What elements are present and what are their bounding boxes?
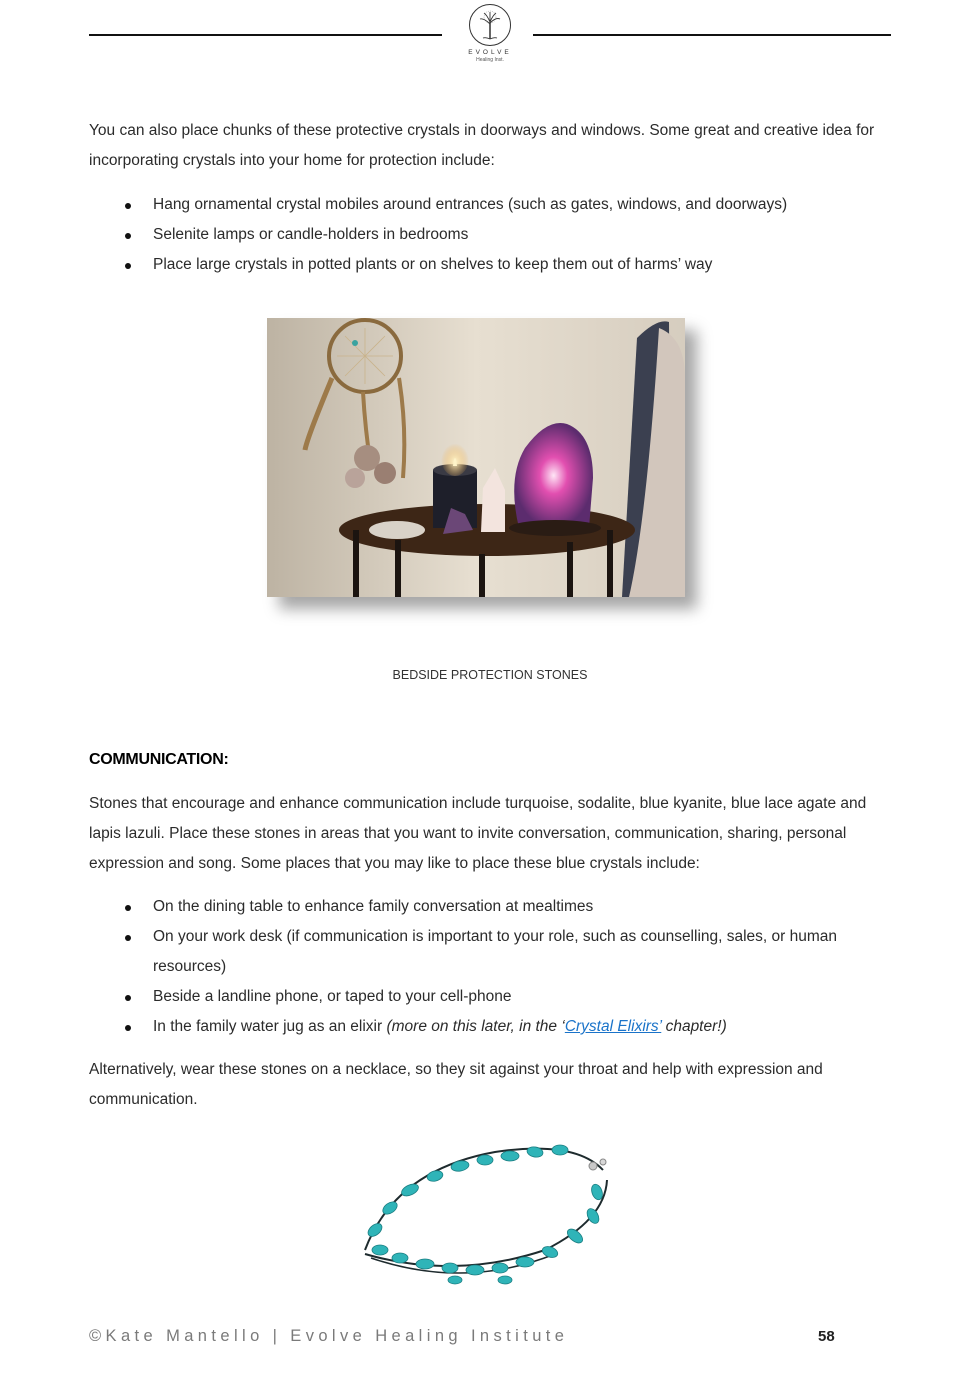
crystals-bedside-image xyxy=(267,318,685,597)
communication-section xyxy=(89,745,889,1115)
chapter-note-suffix: chapter!) xyxy=(661,1018,727,1035)
section-heading: COMMUNICATION: xyxy=(89,751,229,768)
communication-intro: Stones that encourage and enhance communication include turquoise, sodalite, blue kyanite, blue lace agate and lapis lazuli. Place these stones in areas that you want to invite conversation, communication, sharing, personal expression and song. Some places that you may like to place these blue crystals include: xyxy=(89,795,867,872)
list-item: Beside a landline phone, or taped to your cell-phone xyxy=(89,982,889,1012)
logo-subtitle: Healing Inst. xyxy=(476,57,504,63)
list-item: Selenite lamps or candle-holders in bedrooms xyxy=(89,220,889,250)
logo xyxy=(462,4,518,63)
list-item: Hang ornamental crystal mobiles around entrances (such as gates, windows, and doorways) xyxy=(89,190,889,220)
communication-list xyxy=(89,892,889,1042)
page-number: 58 xyxy=(818,1328,835,1345)
chapter-note-prefix: (more on this later, in the ‘ xyxy=(386,1018,565,1035)
list-item: On the dining table to enhance family conversation at mealtimes xyxy=(89,892,889,922)
list-item: Place large crystals in potted plants or on shelves to keep them out of harms’ way xyxy=(89,250,889,280)
logo-wordmark: EVOLVE xyxy=(468,49,512,56)
photo-caption: BEDSIDE PROTECTION STONES xyxy=(392,668,588,682)
footer-credit: ©Kate Mantello | Evolve Healing Institute xyxy=(89,1327,569,1345)
header-rule-right xyxy=(533,34,891,36)
protection-intro: You can also place chunks of these protective crystals in doorways and windows. Some great and creative idea for incorporating crystals into your home for protection include: xyxy=(89,122,875,169)
tree-logo-icon xyxy=(469,4,511,46)
list-item xyxy=(89,1012,889,1042)
list-item-text: In the family water jug as an elixir xyxy=(153,1018,387,1035)
protection-list xyxy=(89,190,889,280)
turquoise-necklace-photo xyxy=(335,1130,635,1300)
header-rule-left xyxy=(89,34,442,36)
protection-section xyxy=(89,116,889,280)
list-item: On your work desk (if communication is important to your role, such as counselling, sales, or human resources) xyxy=(89,922,889,982)
bedside-crystals-photo xyxy=(267,318,685,597)
crystal-elixirs-link[interactable]: Crystal Elixirs’ xyxy=(564,1018,662,1035)
necklace-image xyxy=(335,1130,635,1300)
communication-closing: Alternatively, wear these stones on a necklace, so they sit against your throat and help with expression and communication. xyxy=(89,1061,823,1108)
